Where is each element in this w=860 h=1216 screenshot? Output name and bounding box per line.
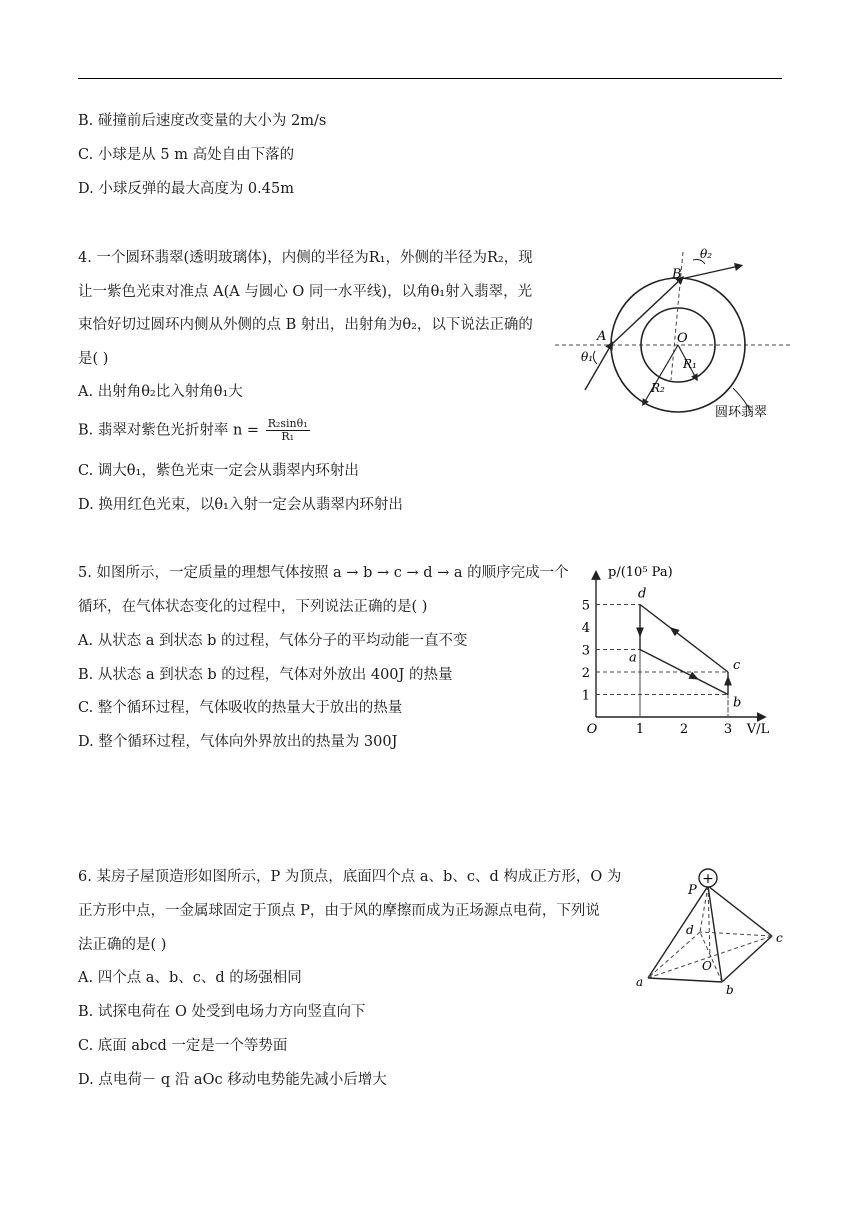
flow-arrow-cd bbox=[673, 630, 677, 633]
q4-stem-line1: 4. 一个圆环翡翠(透明玻璃体)，内侧的半径为R₁，外侧的半径为R₂，现 bbox=[78, 250, 533, 266]
x-tick-label-1: 1 bbox=[635, 722, 645, 737]
q6-option-a: A. 四个点 a、b、c、d 的场强相同 bbox=[78, 970, 302, 986]
emergent-ray bbox=[681, 266, 739, 279]
q4-option-b-prefix: B. 翡翠对紫色光折射率 n = bbox=[78, 422, 260, 439]
q4-ring-figure bbox=[555, 240, 795, 425]
flow-arrow-ab bbox=[691, 676, 695, 678]
q6-pyramid-figure bbox=[630, 860, 790, 995]
label-theta1: θ₁ bbox=[581, 350, 594, 364]
q4-stem-line3: 束恰好切过圆环内侧从外侧的点 B 射出，出射角为θ₂，以下说法正确的 bbox=[78, 317, 533, 333]
q6-stem-line2: 正方形中点，一金属球固定于顶点 P，由于风的摩擦而成为正场源点电荷，下列说 bbox=[78, 903, 600, 919]
label-r2: R₂ bbox=[651, 381, 665, 395]
edge-bc bbox=[722, 936, 772, 982]
y-tick-label-3: 3 bbox=[581, 643, 590, 659]
q6-stem-line1: 6. 某房子屋顶造形如图所示，P 为顶点，底面四个点 a、b、c、d 构成正方形，O 为 bbox=[78, 869, 622, 885]
refracted-ray bbox=[611, 279, 681, 345]
point-label-b: b bbox=[733, 695, 742, 711]
q5-option-d: D. 整个循环过程，气体向外界放出的热量为 300J bbox=[78, 734, 398, 750]
figure-caption: 圆环翡翠 bbox=[715, 405, 768, 420]
q6-option-d: D. 点电荷－ q 沿 aOc 移动电势能先减小后增大 bbox=[78, 1072, 387, 1088]
x-tick-label-3: 3 bbox=[723, 722, 733, 737]
charge-sign: + bbox=[702, 871, 714, 887]
q5-option-a: A. 从状态 a 到状态 b 的过程，气体分子的平均动能一直不变 bbox=[78, 633, 468, 649]
q3-option-d: D. 小球反弹的最大高度为 0.45m bbox=[78, 181, 294, 197]
label-o: O bbox=[702, 959, 712, 973]
label-p: P bbox=[688, 883, 697, 898]
q6-option-c: C. 底面 abcd 一定是一个等势面 bbox=[78, 1038, 288, 1054]
q4-option-b-denominator: R₁ bbox=[281, 430, 295, 443]
q4-option-b-fraction bbox=[266, 418, 310, 443]
q6-stem-line3: 法正确的是( ) bbox=[78, 937, 167, 953]
q4-option-a: A. 出射角θ₂比入射角θ₁大 bbox=[78, 384, 243, 400]
label-theta2: θ₂ bbox=[700, 247, 713, 261]
q4-option-b-numerator: R₂sinθ₁ bbox=[267, 417, 308, 430]
edge-cd bbox=[700, 932, 772, 936]
label-a: A bbox=[597, 329, 607, 344]
q4-option-d: D. 换用红色光束，以θ₁入射一定会从翡翠内环射出 bbox=[78, 497, 403, 513]
segment-cd bbox=[640, 605, 728, 673]
point-label-d: d bbox=[638, 586, 647, 602]
edge-pc bbox=[708, 886, 772, 936]
y-tick-label-5: 5 bbox=[581, 598, 590, 614]
q3-option-c: C. 小球是从 5 m 高处自由下落的 bbox=[78, 147, 295, 163]
q5-pv-chart bbox=[580, 560, 790, 740]
q4-stem-line2: 让一紫色光束对准点 A(A 与圆心 O 同一水平线)，以角θ₁射入翡翠，光 bbox=[78, 284, 533, 300]
y-axis-label: p/(10⁵ Pa) bbox=[608, 565, 673, 580]
label-o: O bbox=[677, 331, 688, 346]
y-tick-label-2: 2 bbox=[581, 666, 590, 681]
point-label-a: a bbox=[629, 650, 637, 666]
label-c: c bbox=[776, 931, 783, 945]
q5-stem-line2: 循环，在气体状态变化的过程中，下列说法正确的是( ) bbox=[78, 599, 428, 615]
y-tick-label-1: 1 bbox=[581, 688, 590, 704]
q5-option-b: B. 从状态 a 到状态 b 的过程，气体对外放出 400J 的热量 bbox=[78, 667, 453, 683]
x-tick-label-2: 2 bbox=[679, 722, 689, 737]
q5-option-c: C. 整个循环过程，气体吸收的热量大于放出的热量 bbox=[78, 700, 403, 716]
label-d: d bbox=[686, 923, 694, 937]
edge-pa bbox=[648, 886, 708, 978]
q4-option-b bbox=[78, 418, 312, 443]
q6-option-b: B. 试探电荷在 O 处受到电场力方向竖直向下 bbox=[78, 1004, 366, 1020]
label-r1: R₁ bbox=[683, 357, 697, 371]
label-b: B bbox=[672, 267, 682, 282]
q4-stem-line4: 是( ) bbox=[78, 351, 109, 367]
edge-ab bbox=[648, 978, 722, 982]
x-axis-label: V/L bbox=[746, 722, 770, 737]
origin-label: O bbox=[586, 722, 598, 737]
y-tick-label-4: 4 bbox=[581, 621, 590, 636]
header-rule bbox=[78, 78, 782, 79]
q4-option-c: C. 调大θ₁，紫色光束一定会从翡翠内环射出 bbox=[78, 463, 359, 479]
q5-stem-line1: 5. 如图所示，一定质量的理想气体按照 a → b → c → d → a 的顺序完成一个 bbox=[78, 565, 569, 581]
label-b: b bbox=[726, 983, 734, 995]
q3-option-b: B. 碰撞前后速度改变量的大小为 2m/s bbox=[78, 113, 327, 129]
theta1-arc bbox=[593, 351, 597, 364]
point-label-c: c bbox=[733, 658, 741, 673]
label-a: a bbox=[636, 975, 644, 989]
